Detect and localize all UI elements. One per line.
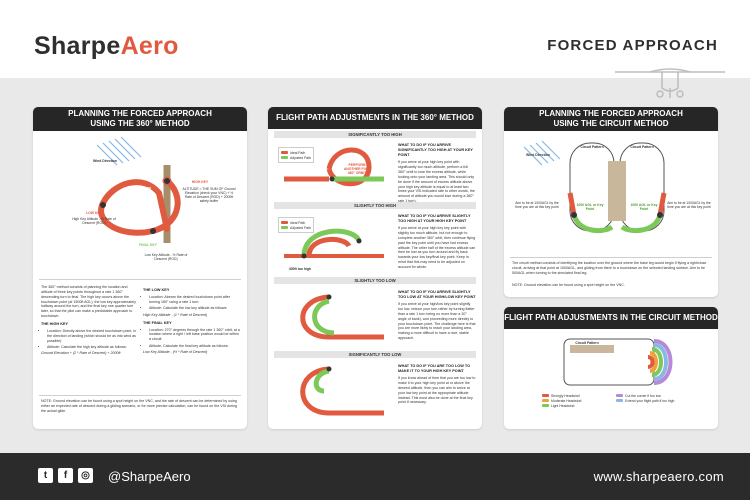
panel-title bbox=[504, 107, 718, 131]
section-slightly-too-low: SLIGHTLY TOO LOW bbox=[274, 277, 476, 284]
final-key-altitude: • Altitude: Calculate the final key altitude as follows: bbox=[149, 344, 241, 349]
question-2: WHAT TO DO IF YOU ARRIVE SLIGHTLY TOO HIGH AT YOUR HIGH KEY POINT bbox=[398, 214, 471, 224]
answer-2-text: If you arrive at your high key key point with slightly too much altitude, but not enough to complete another 360° orbit, then continue flying past the key point until you have lost excess altitude. The other half of the excess altitude can then be lost as you turn around and fly back towards your low key/final key point. Keep in mind that this may need to be adjusted on account for winds. bbox=[398, 226, 476, 269]
legend-cut-corner: Cut the corner if too low bbox=[625, 393, 661, 398]
panel-title: FLIGHT PATH ADJUSTMENTS IN THE CIRCUIT METHOD bbox=[504, 307, 718, 329]
column-right bbox=[143, 285, 241, 355]
runway bbox=[570, 345, 614, 353]
answer-1 bbox=[398, 140, 476, 204]
answer-4 bbox=[398, 361, 476, 405]
question-1: WHAT TO DO IF YOU ARRIVE SIGNIFICANTLY TOO HIGH AT YOUR KEY POINT bbox=[398, 143, 473, 158]
panel-circuit-adjustments bbox=[504, 307, 718, 429]
legend-ideal: Ideal Path bbox=[290, 220, 306, 225]
rate-turn-label: Rate 2 Turn bbox=[132, 186, 152, 190]
section-slightly-too-high: SLIGHTLY TOO HIGH bbox=[274, 202, 476, 209]
high-key-location: • Location: Directly above the desired touchdown point, in the direction of landing (which should be as into wind as possible). bbox=[47, 329, 137, 344]
section-significantly-too-high: SIGNIFICANTLY TOO HIGH bbox=[274, 131, 476, 138]
note-text: NOTE: Ground elevation can be found using a spot height on the VNC, and the rate of descent can be determined by using either an expected rate of descent during a gliding scenario, or for more precise calculation, can be found on the VSI during the actual glide. bbox=[41, 399, 237, 413]
legend-moderate-headwind: Moderate Headwind bbox=[551, 398, 582, 403]
title-line-1: PLANNING THE FORCED APPROACH bbox=[68, 109, 212, 119]
diagram-circuit bbox=[504, 133, 718, 251]
low-key-label: LOW KEY bbox=[86, 211, 102, 215]
answer-3-text: If you arrive at your high/low key point slightly too low, reduce your turn rather by turning flatter than a rate 1 turn being no more than a 30° angle of bank), and proceeding more directly to your touchdown point. The challenge here is that you are more likely to reach your landing area, making a more difficult to have a nice, stable approach. bbox=[398, 302, 476, 341]
legend-adjusted: Adjusted Path bbox=[290, 155, 312, 160]
panel-title bbox=[33, 107, 247, 131]
panel-title: FLIGHT PATH ADJUSTMENTS IN THE 360° METHOD bbox=[268, 107, 482, 129]
high-key-formula: Ground Elevation + (2 * Rate of Descent) + 2000ft bbox=[41, 351, 121, 356]
legend-adjust bbox=[614, 391, 694, 405]
circuit-pattern-label-b: Circuit Pattern bbox=[630, 145, 654, 149]
question-4: WHAT TO DO IF YOU ARE TOO LOW TO MAKE IT TO YOUR HIGH KEY POINT bbox=[398, 364, 471, 374]
social-links bbox=[38, 468, 93, 483]
high-key-altitude: • Altitude: Calculate the high key altitude as follows: bbox=[47, 345, 137, 350]
title-line-1: PLANNING THE FORCED APPROACH bbox=[539, 109, 683, 119]
final-key-formula: Low Key Altitude - (½ * Rate of Descent) bbox=[143, 350, 208, 354]
legend bbox=[278, 217, 314, 233]
section-significantly-too-low: SIGNIFICANTLY TOO LOW bbox=[274, 351, 476, 358]
circuit-body-text: The circuit method consists of identifying the location over the ground where the base leg would begin if flying a right/close circuit, arriving at that point at 1000AGL, and gliding from there to a touchdown on the selected landing surface. Aim to be 500AGL when turning to the simulated final leg. bbox=[512, 261, 707, 275]
panel-360-planning bbox=[33, 107, 247, 429]
divider bbox=[510, 257, 712, 258]
question-3: WHAT TO DO IF YOU ARRIVE SLIGHTLY TOO LOW AT YOUR HIGH/LOW KEY POINT bbox=[398, 290, 476, 300]
wind-direction-label: Wind Direction bbox=[526, 153, 550, 157]
answer-1-text: If you arrive at your high key point with significantly too much altitude, perform a full 360° orbit to lose the excess altitude, while looking onto your landing area. This should only be done if the amount of excess altitude above your high key altitude is equal to at least two times your VSI indicated rate to other words, the amount of altitude you would lose during a 360° bbox=[398, 160, 475, 199]
facebook-icon[interactable]: f bbox=[58, 468, 73, 483]
brand-suffix: Aero bbox=[120, 32, 179, 60]
panel-360-adjustments bbox=[268, 107, 482, 429]
low-key-location: • Location: Abeam the desired touchdown point after turning 180° using a rate 1 turn. bbox=[149, 295, 241, 305]
low-key-formula: High Key Altitude - (1 * Rate of Descent) bbox=[143, 312, 208, 317]
low-key-note: High Key Altitude - ½ Rate of Descent (ROD) bbox=[72, 217, 116, 226]
legend-light-headwind: Light Headwind bbox=[551, 403, 575, 408]
twitter-icon[interactable]: t bbox=[38, 468, 53, 483]
aim-note-right: Aim to be at 1000AGL by the time you are at this key point bbox=[667, 201, 711, 210]
title-line-2: USING THE 360° METHOD bbox=[90, 119, 190, 128]
column-left bbox=[41, 285, 137, 356]
runway bbox=[608, 161, 626, 221]
social-handle[interactable]: @SharpeAero bbox=[108, 469, 191, 484]
circuit-note-text: NOTE: Ground elevation can be found using a spot height on the VNC. bbox=[512, 283, 625, 287]
intro-text: The 360° method consists of planning the location and altitude of three key points throughout a rate 1 360° descending turn to final. The high key occurs above the touchdown point (at 1500ft AGL), the low key approximately halfway around the turn, and the final key one quarter turn later, so that the pilot can make a predictable approach to touchdown. bbox=[41, 285, 136, 319]
key-point-right: 1000 AGL or Key Point bbox=[630, 203, 658, 212]
panel-circuit-planning bbox=[504, 107, 718, 297]
divider bbox=[39, 279, 241, 280]
diagram-360 bbox=[33, 133, 247, 283]
circuit-pattern-label-a: Circuit Pattern bbox=[580, 145, 604, 149]
legend bbox=[278, 147, 314, 163]
page-title: FORCED APPROACH bbox=[547, 37, 718, 54]
brand-logo bbox=[34, 32, 179, 61]
answer-2 bbox=[398, 211, 476, 270]
high-key-note: ALTITUDE = THE SUM OF Ground Elevation (check your VNC) + ½ Rate of Descent (ROD) + 2000ft safety buffer bbox=[182, 187, 236, 204]
footer-bar bbox=[0, 453, 750, 500]
title-line-2: USING THE CIRCUIT METHOD bbox=[553, 119, 669, 128]
key-point-left: 1000 AGL or Key Point bbox=[576, 203, 604, 212]
website-link[interactable]: www.sharpeaero.com bbox=[593, 469, 724, 484]
legend-extend-path: Extend your flight path if too high bbox=[625, 398, 675, 403]
answer-4-text: If you know ahead of time that you are too low to make it to your high key point at or above the desired altitude, then you can aim to arrive at your low key point at the appropriate altitude instead. This must also be done at the final key point if necessary. bbox=[398, 376, 476, 405]
low-key-altitude: • Altitude: Calculate the low key altitude as follows: bbox=[149, 306, 241, 311]
brand-prefix: Sharpe bbox=[34, 32, 121, 60]
final-key-heading: THE FINAL KEY bbox=[143, 320, 172, 325]
high-key-heading: THE HIGH KEY bbox=[41, 321, 69, 326]
too-high-label: 400ft too high bbox=[288, 267, 312, 271]
legend-adjusted: Adjusted Path bbox=[290, 225, 312, 230]
airplane-icon bbox=[610, 58, 730, 100]
final-key-location: • Location: 270° degrees through the rate 1 360° orbit, at a location where a right / left base position would be within a circuit. bbox=[149, 328, 241, 343]
circuit-pattern-label: Circuit Pattern bbox=[575, 341, 599, 345]
legend-strong-headwind: Strongly Headwind bbox=[551, 393, 580, 398]
high-key-label: HIGH KEY bbox=[191, 180, 209, 184]
divider bbox=[39, 395, 241, 396]
final-key-label: FINAL KEY bbox=[139, 243, 157, 247]
answer-3 bbox=[398, 287, 476, 341]
wind-direction-label: Wind Direction bbox=[93, 159, 117, 163]
legend-wind bbox=[540, 391, 608, 410]
low-key-heading: THE LOW KEY bbox=[143, 288, 170, 292]
aim-note-left: Aim to be at 1000AGL by the time you are at this key point bbox=[515, 201, 559, 210]
legend-ideal: Ideal Path bbox=[290, 150, 306, 155]
instagram-icon[interactable]: ◎ bbox=[78, 468, 93, 483]
perform-orbit-label: PERFORM ANOTHER FULL 360° ORBIT bbox=[343, 163, 371, 176]
diagram-slight-low bbox=[274, 287, 392, 347]
final-key-note: Low Key Altitude - ½ Rate of Descent (ROD) bbox=[144, 253, 188, 262]
diagram-sig-low bbox=[274, 361, 392, 423]
